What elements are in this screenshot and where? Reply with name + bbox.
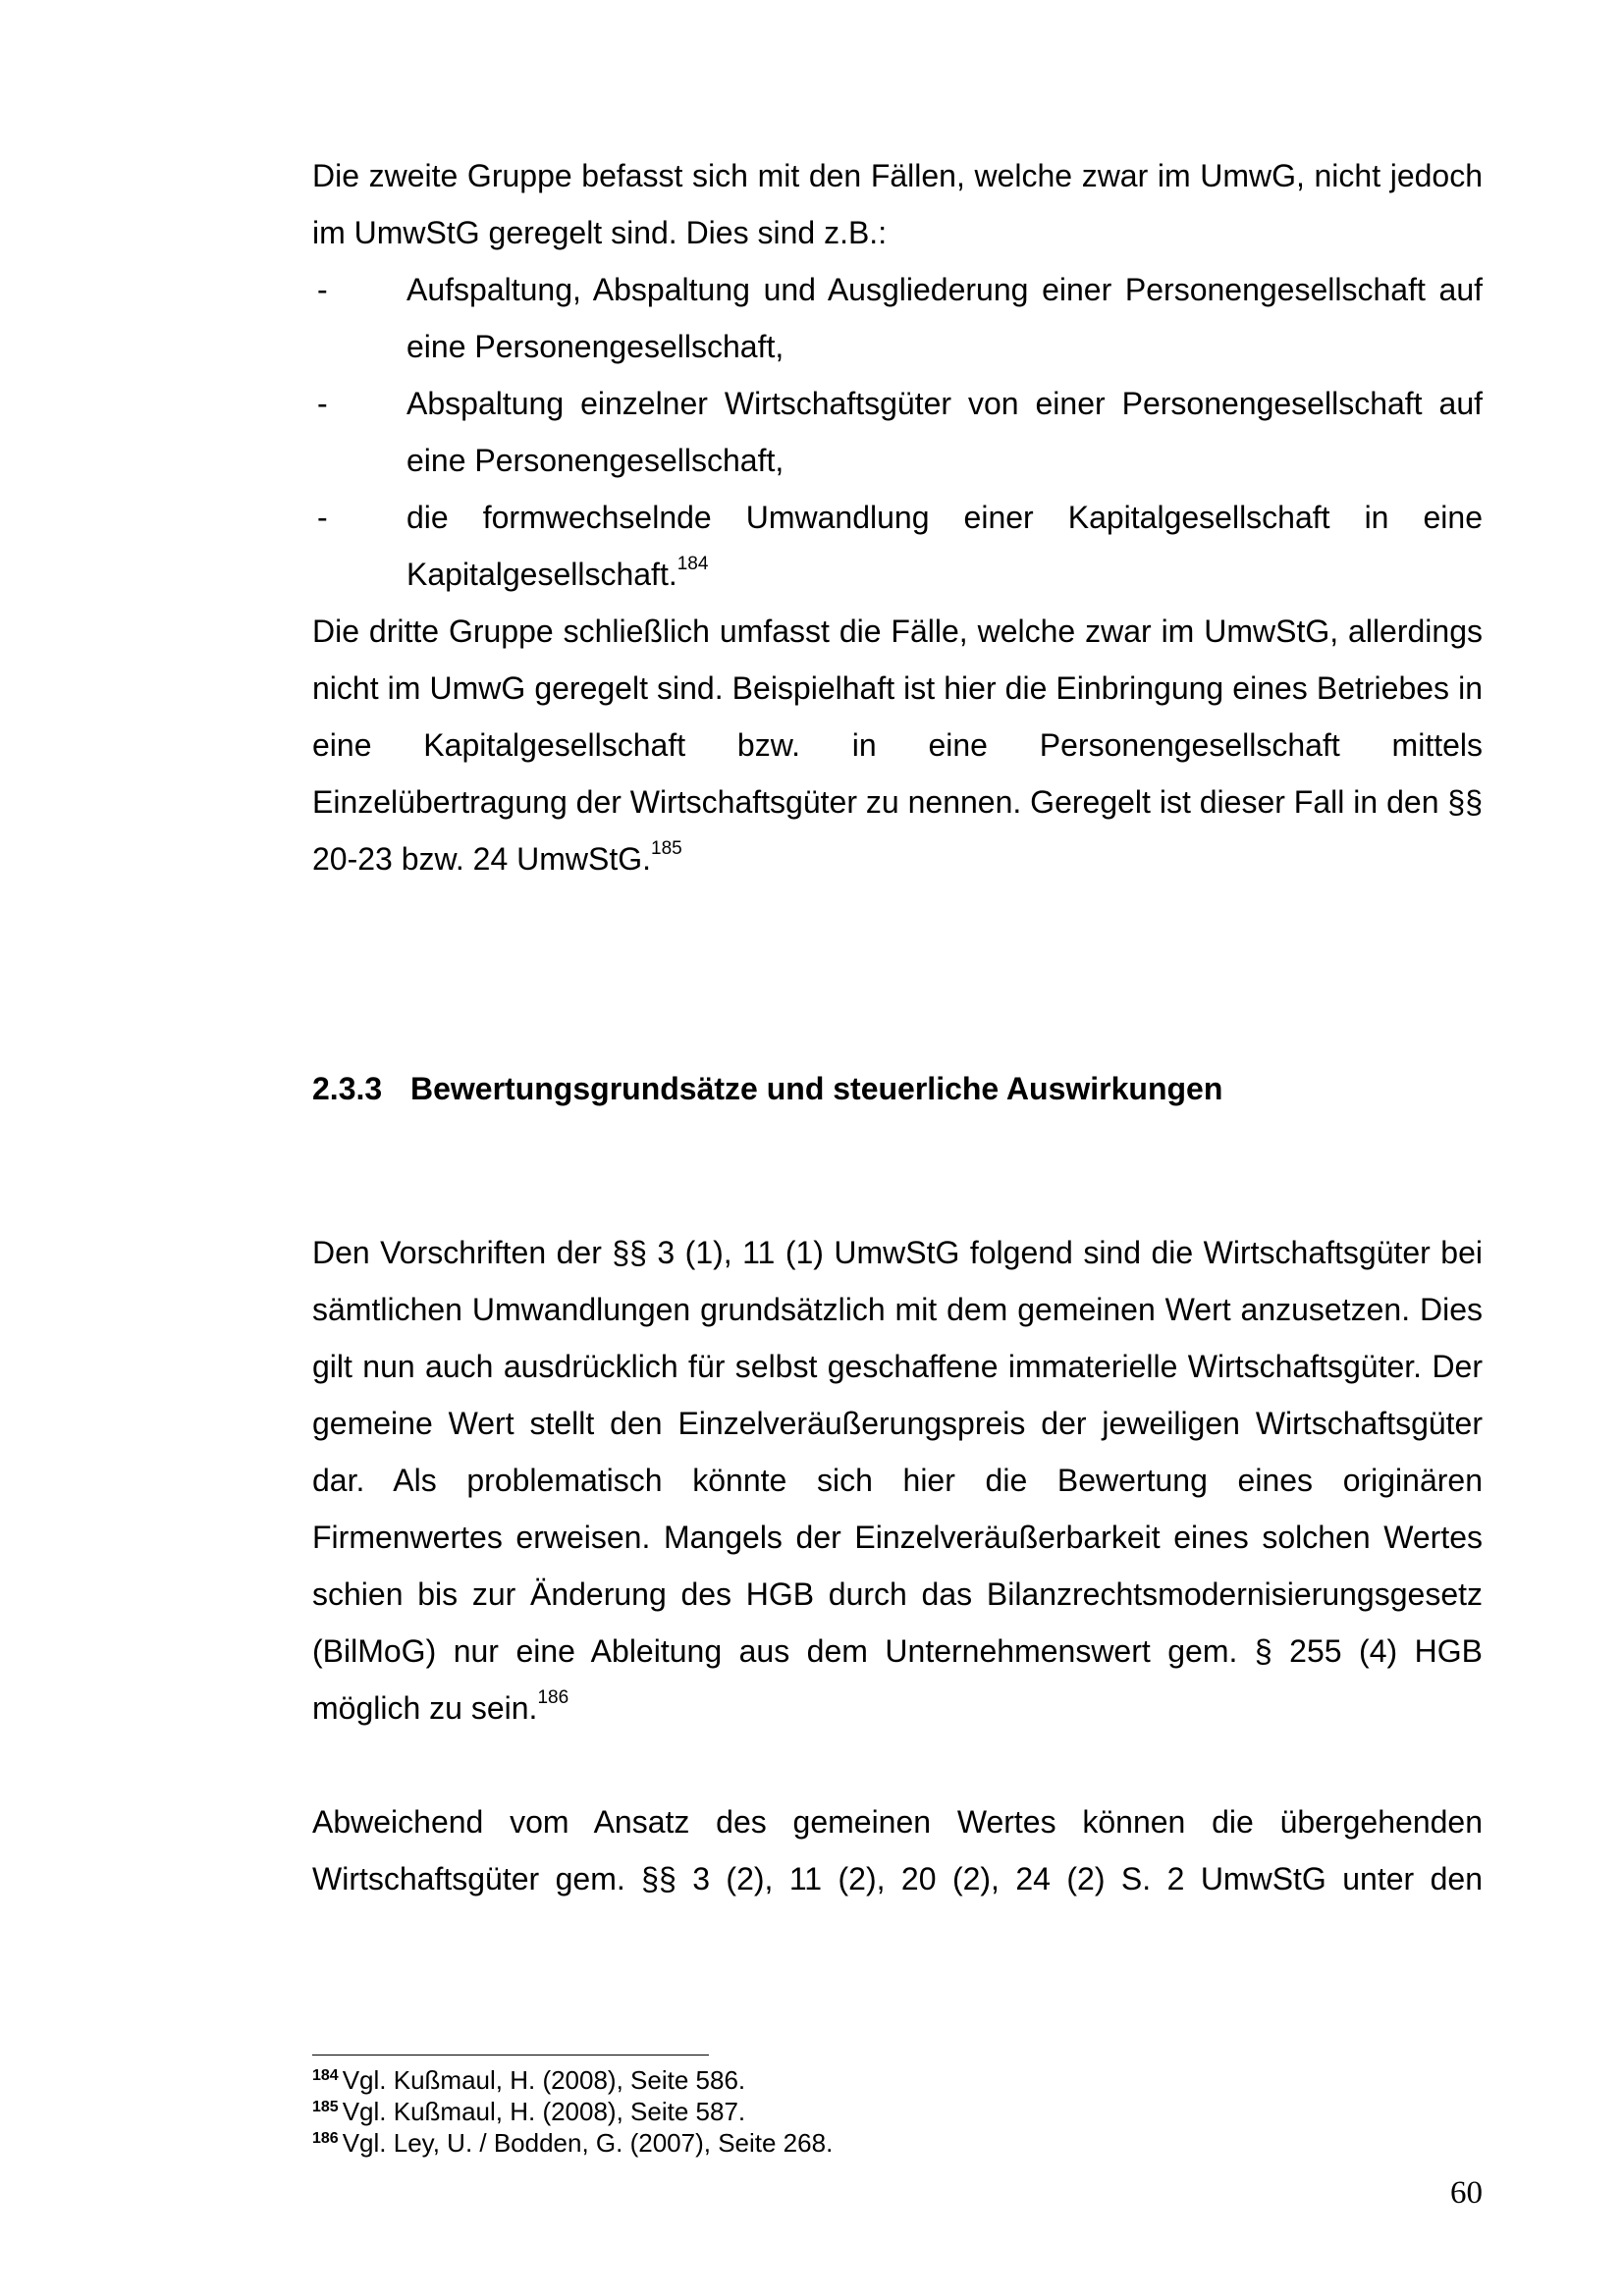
page-number: 60 <box>1450 2175 1483 2211</box>
paragraph-valuation-text: Den Vorschriften der §§ 3 (1), 11 (1) UmwStG folgend sind die Wirtschaftsgüter bei sämtlichen Umwandlungen grundsätzlich mit dem gemeinen Wert anzusetzen. Dies gilt nun auch ausdrücklich für selbst geschaffene immaterielle Wirtschaftsgüter. Der gemeine Wert stellt den Einzelveräußerungspreis der jeweiligen Wirtschaftsgüter dar. Als problematisch könnte sich hier die Bewertung eines originären Firmenwertes erweisen. Mangels der Einzelveräußerbarkeit eines solchen Wertes schien bis zur Änderung des HGB durch das Bilanzrechtsmodernisierungsgesetz (BilMoG) nur eine Ableitung aus dem Unternehmenswert gem. § 255 (4) HGB möglich zu sein. <box>312 1235 1483 1726</box>
paragraph-deviation: Abweichend vom Ansatz des gemeinen Wertes können die übergehenden Wirtschaftsgüter gem. §§ 3 (2), 11 (2), 20 (2), 24 (2) S. 2 UmwStG unter den <box>312 1804 1483 1896</box>
section-title: Bewertungsgrundsätze und steuerliche Auswirkungen <box>410 1071 1223 1106</box>
footnote-185 <box>312 2096 833 2127</box>
list-item <box>312 375 1483 489</box>
footnote-text: Vgl. Ley, U. / Bodden, G. (2007), Seite 268. <box>342 2128 834 2158</box>
text-block-2 <box>312 1224 1483 1736</box>
list-item-text: die formwechselnde Umwandlung einer Kapitalgesellschaft in eine Kapitalgesellschaft. <box>406 500 1483 592</box>
footnote-ref-185[interactable]: 185 <box>651 838 682 859</box>
paragraph-second-group: Die zweite Gruppe befasst sich mit den Fällen, welche zwar im UmwG, nicht jedoch im UmwStG geregelt sind. Dies sind z.B.: <box>312 158 1483 250</box>
footnote-184 <box>312 2064 833 2096</box>
list-dash: - <box>317 272 328 307</box>
footnote-ref-184[interactable]: 184 <box>676 554 709 574</box>
list-item-text: Aufspaltung, Abspaltung und Ausgliederung einer Personengesellschaft auf eine Personengesellschaft, <box>406 272 1483 364</box>
text-block-3 <box>312 1793 1483 1907</box>
list-item <box>312 261 1483 375</box>
footnote-186 <box>312 2127 833 2159</box>
footnote-number: 184 <box>312 2067 339 2084</box>
paragraph-valuation <box>312 1224 1483 1736</box>
case-list <box>312 261 1483 603</box>
paragraph-third-group-text: Die dritte Gruppe schließlich umfasst die Fälle, welche zwar im UmwStG, allerdings nicht im UmwG geregelt sind. Beispielhaft ist hier die Einbringung eines Betriebes in eine Kapitalgesellschaft bzw. in eine Personengesellschaft mittels Einzelübertragung der Wirtschaftsgüter zu nennen. Geregelt ist dieser Fall in den §§ 20-23 bzw. 24 UmwStG. <box>312 614 1483 877</box>
list-item-text: Abspaltung einzelner Wirtschaftsgüter von einer Personengesellschaft auf eine Personengesellschaft, <box>406 386 1483 478</box>
section-number: 2.3.3 <box>312 1071 383 1106</box>
footnote-number: 186 <box>312 2130 339 2147</box>
list-item <box>312 489 1483 603</box>
footnote-ref-186[interactable]: 186 <box>537 1687 569 1708</box>
footnote-text: Vgl. Kußmaul, H. (2008), Seite 587. <box>342 2097 746 2126</box>
text-block-1 <box>312 147 1483 887</box>
footnote-number: 185 <box>312 2099 339 2115</box>
paragraph-third-group <box>312 603 1483 887</box>
footnote-text: Vgl. Kußmaul, H. (2008), Seite 586. <box>342 2065 746 2095</box>
list-dash: - <box>317 500 328 535</box>
section-heading <box>312 1060 1222 1117</box>
footnotes <box>312 2064 833 2159</box>
list-dash: - <box>317 386 328 421</box>
footnote-separator <box>312 2055 709 2056</box>
